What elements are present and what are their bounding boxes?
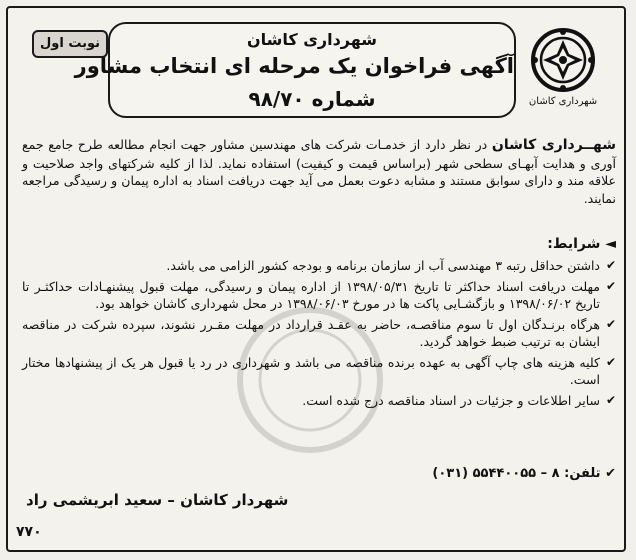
signatory-title: شهردار کاشان — [180, 491, 289, 509]
signature-separator: – — [167, 491, 175, 509]
condition-item — [22, 257, 616, 275]
check-icon: ✔ — [605, 392, 616, 407]
condition-text: هرگاه برنـدگان اول تا سوم مناقصـه، حاضر به عقـد قرارداد در مهلت مقـرر نشوند، سپرده شرکت در مناقصه ایشان به ترتیب ضبط خواهد گردید. — [22, 316, 600, 349]
condition-item — [22, 278, 616, 313]
check-icon: ✔ — [605, 278, 616, 293]
check-icon: ✔ — [605, 354, 616, 369]
intro-text: در نظر دارد از خدمـات شرکت های مهندسین مشاور جهت انجام مطالعه طرح جامع جمع آوری و هدایت آبهـای سطحی شهر (براساس قیمت و کیفیت) استفاده نماید. لذا از کلیه شرکتهای واجد صلاحیت و علاقه مند و دارای سوابق مستند و مشابه دعوت بعمل می آید جهت دریافت اسناد به اداره پیمان و رسیدگی مراجعه نمایند. — [22, 137, 616, 206]
phone-row — [22, 466, 616, 481]
condition-text: کلیه هزینه های چاپ آگهی به عهده برنده مناقصه می باشد و شهرداری در رد یا قبول هر یک از پیشنهادها مختار است. — [22, 354, 600, 387]
condition-text: داشتن حداقل رتبه ۳ مهندسی آب از سازمان برنامه و بودجه کشور الزامی می باشد. — [166, 258, 600, 273]
ad-code: ۷۷۰ — [16, 524, 42, 540]
condition-item — [22, 354, 616, 389]
announcement-number: شماره ۹۸/۷۰ — [248, 87, 376, 111]
check-icon: ✔ — [605, 466, 616, 481]
logo-emblem-icon — [524, 26, 602, 94]
conditions-list — [22, 257, 616, 412]
phone-number: تلفن: ۸ – ۵۵۴۴۰۰۵۵ (۰۳۱) — [432, 466, 601, 481]
municipality-name: شهرداری کاشان — [246, 30, 378, 49]
condition-text: سایر اطلاعات و جزئیات در اسناد مناقصه درج شده است. — [302, 392, 600, 408]
intro-lead: شهــرداری کاشان — [491, 137, 616, 153]
announcement-headline: آگهی فراخوان یک مرحله ای انتخاب مشاور — [74, 54, 514, 78]
logo-caption: شهرداری کاشان — [528, 96, 598, 107]
signatory-name: سعید ابریشمی راد — [26, 491, 163, 509]
condition-item — [22, 316, 616, 351]
conditions-title: ◄ شرایط: — [547, 236, 616, 252]
condition-text: مهلت دریافت اسناد حداکثر تا تاریخ ۱۳۹۸/۰۵/۳۱ از اداره پیمان و رسیدگی، مهلت قبول پیشنهـادات حداکثـر تا تاریخ ۱۳۹۸/۰۶/۰۲ و بازگشـایی پاکت ها در مورخ ۱۳۹۸/۰۶/۰۳ در محل شهرداری کاشان خواهد بود. — [22, 278, 600, 311]
check-icon: ✔ — [605, 258, 616, 272]
check-icon: ✔ — [605, 316, 616, 331]
header-box — [74, 22, 516, 118]
announcement-intro — [22, 136, 616, 207]
signature-line — [26, 491, 426, 509]
first-round-badge: نوبت اول — [32, 30, 108, 58]
kashan-municipality-logo — [524, 26, 602, 116]
condition-item — [22, 392, 616, 410]
